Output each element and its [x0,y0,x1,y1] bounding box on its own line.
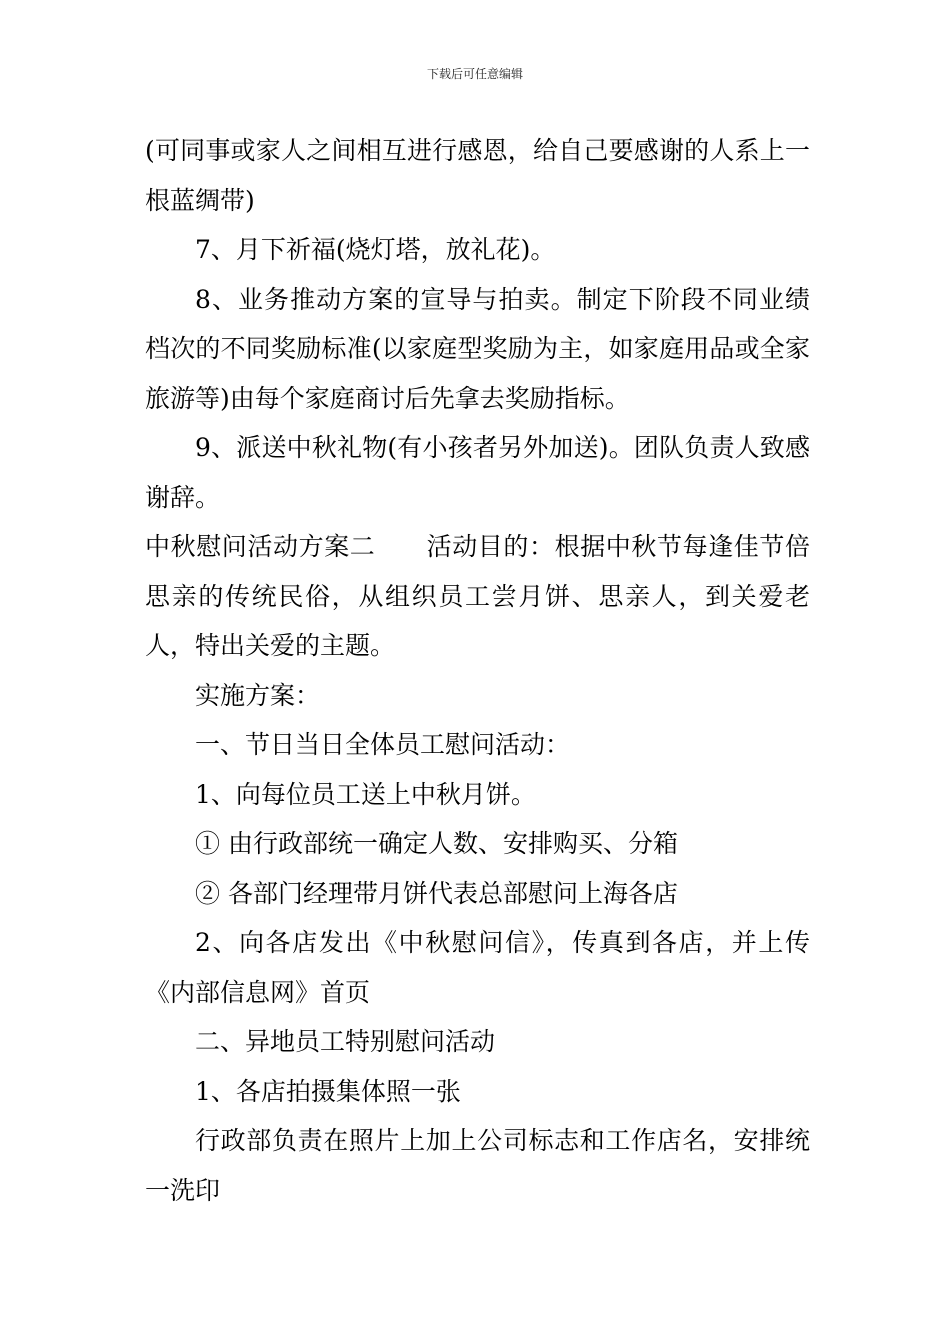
paragraph-letter: 2、向各店发出《中秋慰问信》，传真到各店，并上传《内部信息网》首页 [145,928,810,1007]
paragraph-sub-item-2: ② 各部门经理带月饼代表总部慰问上海各店 [195,878,678,908]
paragraph-mooncakes: 1、向每位员工送上中秋月饼。 [195,779,536,809]
document-body [145,126,810,1215]
paragraph-photo-printing: 行政部负责在照片上加上公司标志和工作店名，安排统一洗印 [145,1126,810,1205]
heading-implementation-plan: 实施方案： [195,680,321,710]
paragraph-sub-item-1: ① 由行政部统一确定人数、安排购买、分箱 [195,829,678,858]
heading-section-two: 二、异地员工特别慰问活动 [195,1027,496,1056]
paragraph-group-photo: 1、各店拍摄集体照一张 [195,1076,461,1106]
paragraph-item-7: 7、月下祈福(烧灯塔，放礼花)。 [195,235,556,264]
page-header: 下载后可任意编辑 [426,67,523,81]
heading-section-one: 一、节日当日全体员工慰问活动： [195,730,571,759]
paragraph-blue-ribbon: (可同事或家人之间相互进行感恩，给自己要感谢的人系上一根蓝绸带) [145,136,810,215]
paragraph-plan-two-purpose: 中秋慰问活动方案二 活动目的：根据中秋节每逢佳节倍思亲的传统民俗，从组织员工尝月饼、思亲人，到关爱老人，特出关爱的主题。 [145,532,810,660]
paragraph-item-8: 8、业务推动方案的宣导与拍卖。制定下阶段不同业绩档次的不同奖励标准(以家庭型奖励为主，如家庭用品或全家旅游等)由每个家庭商讨后先拿去奖励指标。 [145,284,810,413]
paragraph-item-9: 9、派送中秋礼物(有小孩者另外加送)。团队负责人致感谢辞。 [145,433,810,512]
